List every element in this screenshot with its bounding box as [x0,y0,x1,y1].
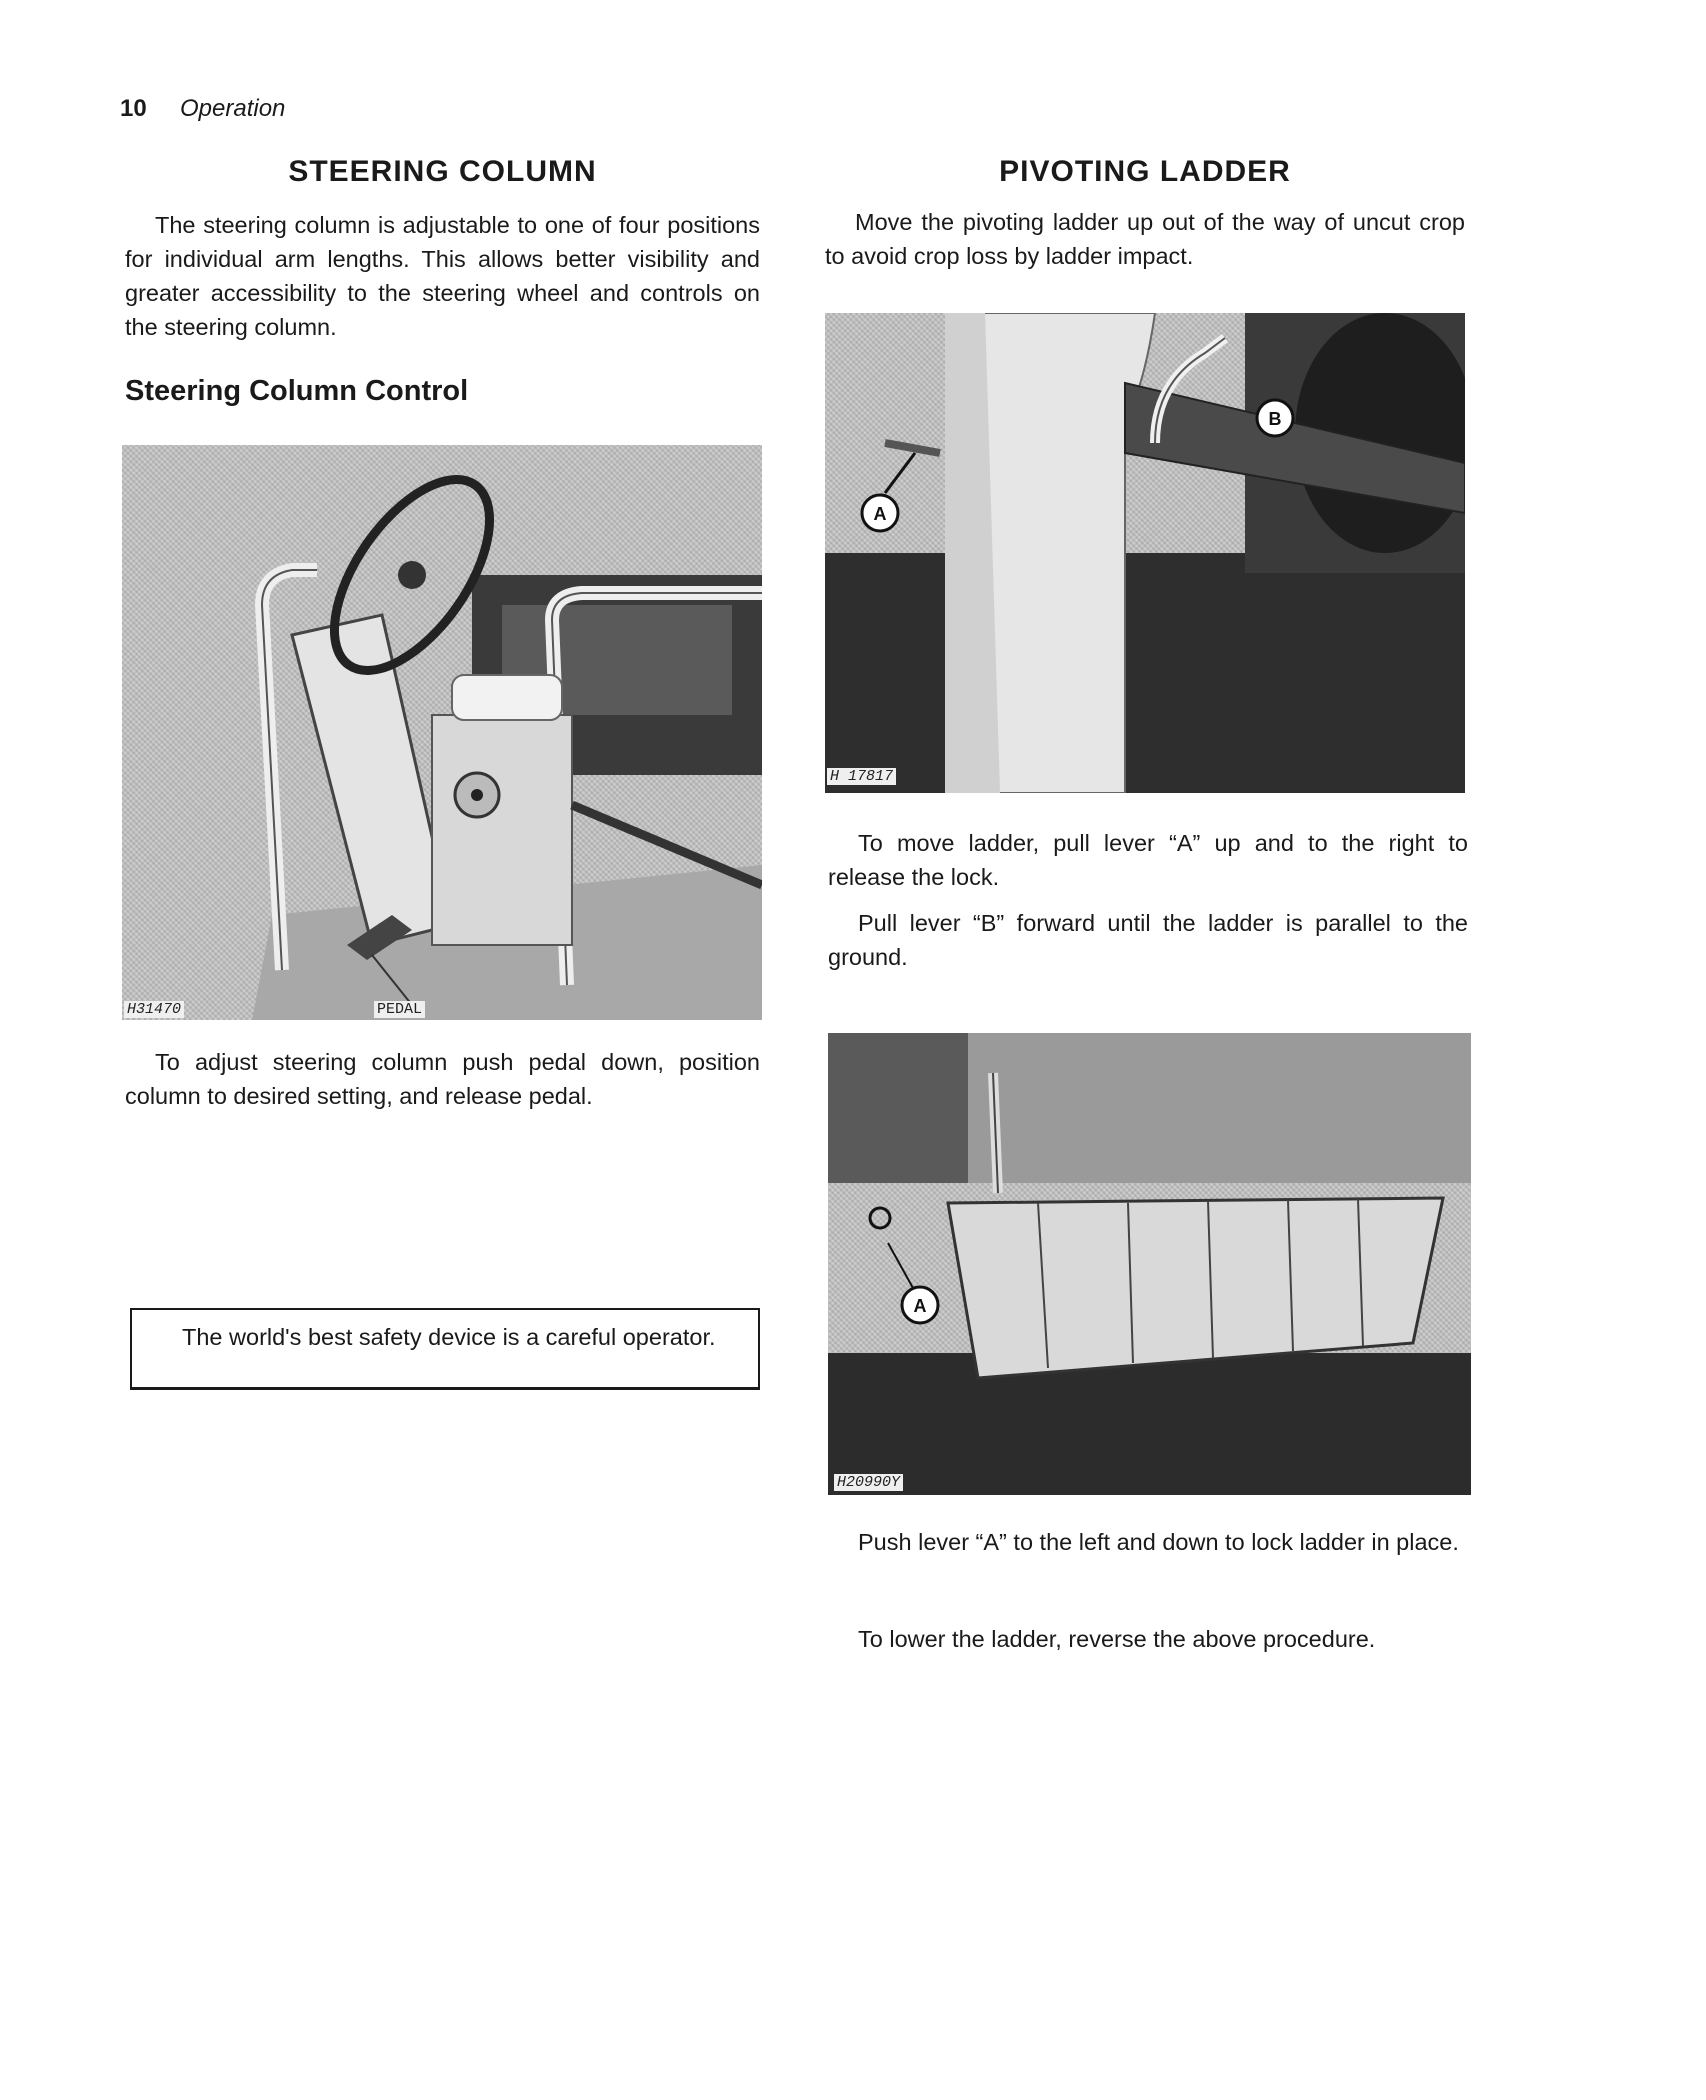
steering-column-intro: The steering column is adjustable to one of four positions for individual arm lengths. This allows better visibility and greater accessibility to the steering wheel and controls on the steering column. [125,212,760,340]
photo-code-h31470: H31470 [124,1001,184,1018]
callout-b-label: B [1268,409,1282,429]
callout-a-label: A [873,504,887,524]
safety-note-box: The world's best safety device is a careful operator. [130,1308,760,1390]
steering-column-heading: STEERING COLUMN [288,155,597,188]
ladder-step-1: To move ladder, pull lever “A” up and to the right to release the lock. [828,830,1468,890]
pivoting-ladder-heading: PIVOTING LADDER [999,155,1291,188]
photo-code-h17817: H 17817 [827,768,896,785]
ladder-raised-illustration [828,1033,1471,1495]
ladder-step-4: To lower the ladder, reverse the above procedure. [858,1626,1376,1652]
steering-column-caption: To adjust steering column push pedal down, position column to desired setting, and release pedal. [125,1049,760,1109]
steering-column-photo [122,445,762,1020]
section-title: Operation [180,95,286,122]
ladder-lock-illustration [825,313,1465,793]
callout-a-label-2: A [913,1296,927,1316]
steering-column-illustration [122,445,762,1020]
ladder-step-2: Pull lever “B” forward until the ladder is parallel to the ground. [828,910,1468,970]
photo-code-h20990y: H20990Y [834,1474,903,1491]
pedal-label: PEDAL [374,1001,425,1018]
ladder-lock-photo [825,313,1465,793]
ladder-raised-photo [828,1033,1471,1495]
ladder-step-3: Push lever “A” to the left and down to lock ladder in place. [858,1529,1459,1555]
steering-column-control-heading: Steering Column Control [125,375,469,407]
pivoting-ladder-intro: Move the pivoting ladder up out of the way of uncut crop to avoid crop loss by ladder impact. [825,209,1465,269]
page-number: 10 [120,95,147,122]
